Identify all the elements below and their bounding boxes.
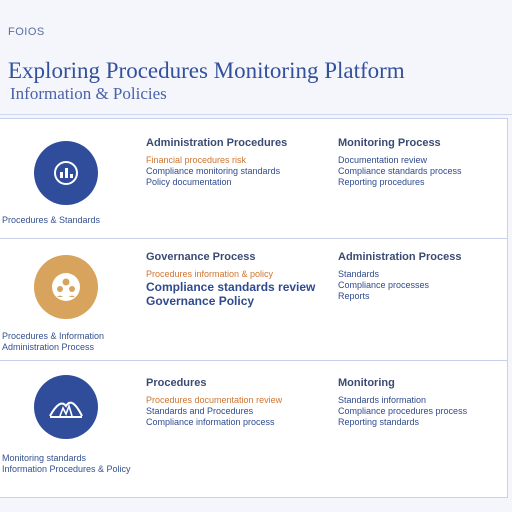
row-caption (2, 453, 138, 475)
column-line: Compliance standards process (338, 166, 462, 176)
table-row (0, 119, 507, 239)
row-caption: Procedures & Standards (2, 215, 101, 225)
procedures-table (0, 118, 508, 498)
column-line: Compliance information process (146, 417, 275, 427)
page-subtitle: Information & Policies (10, 84, 167, 103)
column-title: Monitoring (338, 377, 395, 389)
column-title: Administration Procedures (146, 137, 288, 149)
row-right-column (338, 251, 498, 302)
header-topline: FOIOS (8, 26, 45, 38)
landmark-icon[interactable] (34, 375, 98, 439)
column-line: Reports (338, 291, 370, 301)
column-line: Governance Policy (146, 294, 255, 308)
header-divider (0, 114, 512, 115)
column-line: Reporting procedures (338, 177, 425, 187)
column-title: Procedures (146, 377, 207, 389)
row-right-column (338, 377, 498, 428)
column-title: Administration Process (338, 251, 462, 263)
caption-line: Information Procedures & Policy (2, 464, 131, 474)
column-title: Monitoring Process (338, 137, 441, 149)
user-group-icon[interactable] (34, 255, 98, 319)
dashboard-icon[interactable] (34, 141, 98, 205)
column-line: Compliance procedures process (338, 406, 468, 416)
row-right-column (338, 137, 498, 188)
table-row (0, 239, 507, 361)
column-line: Reporting standards (338, 417, 420, 427)
column-line: Compliance processes (338, 280, 430, 290)
column-line: Compliance monitoring standards (146, 166, 281, 176)
column-line: Policy documentation (146, 177, 232, 187)
row-middle-column (146, 377, 316, 428)
column-line: Procedures documentation review (146, 395, 283, 405)
column-title: Governance Process (146, 251, 256, 263)
column-line: Procedures information & policy (146, 269, 274, 279)
column-line: Documentation review (338, 155, 428, 165)
column-line: Standards (338, 269, 380, 279)
column-line: Standards information (338, 395, 427, 405)
caption-line: Procedures & Information (2, 331, 105, 341)
column-line: Standards and Procedures (146, 406, 254, 416)
table-row (0, 361, 507, 499)
column-line: Compliance standards review (146, 280, 316, 294)
row-middle-column (146, 251, 316, 308)
caption-line: Administration Process (2, 342, 95, 352)
row-caption (2, 331, 138, 353)
row-middle-column (146, 137, 316, 188)
column-line: Financial procedures risk (146, 155, 247, 165)
page-title: Exploring Procedures Monitoring Platform (8, 58, 405, 83)
caption-line: Monitoring standards (2, 453, 87, 463)
